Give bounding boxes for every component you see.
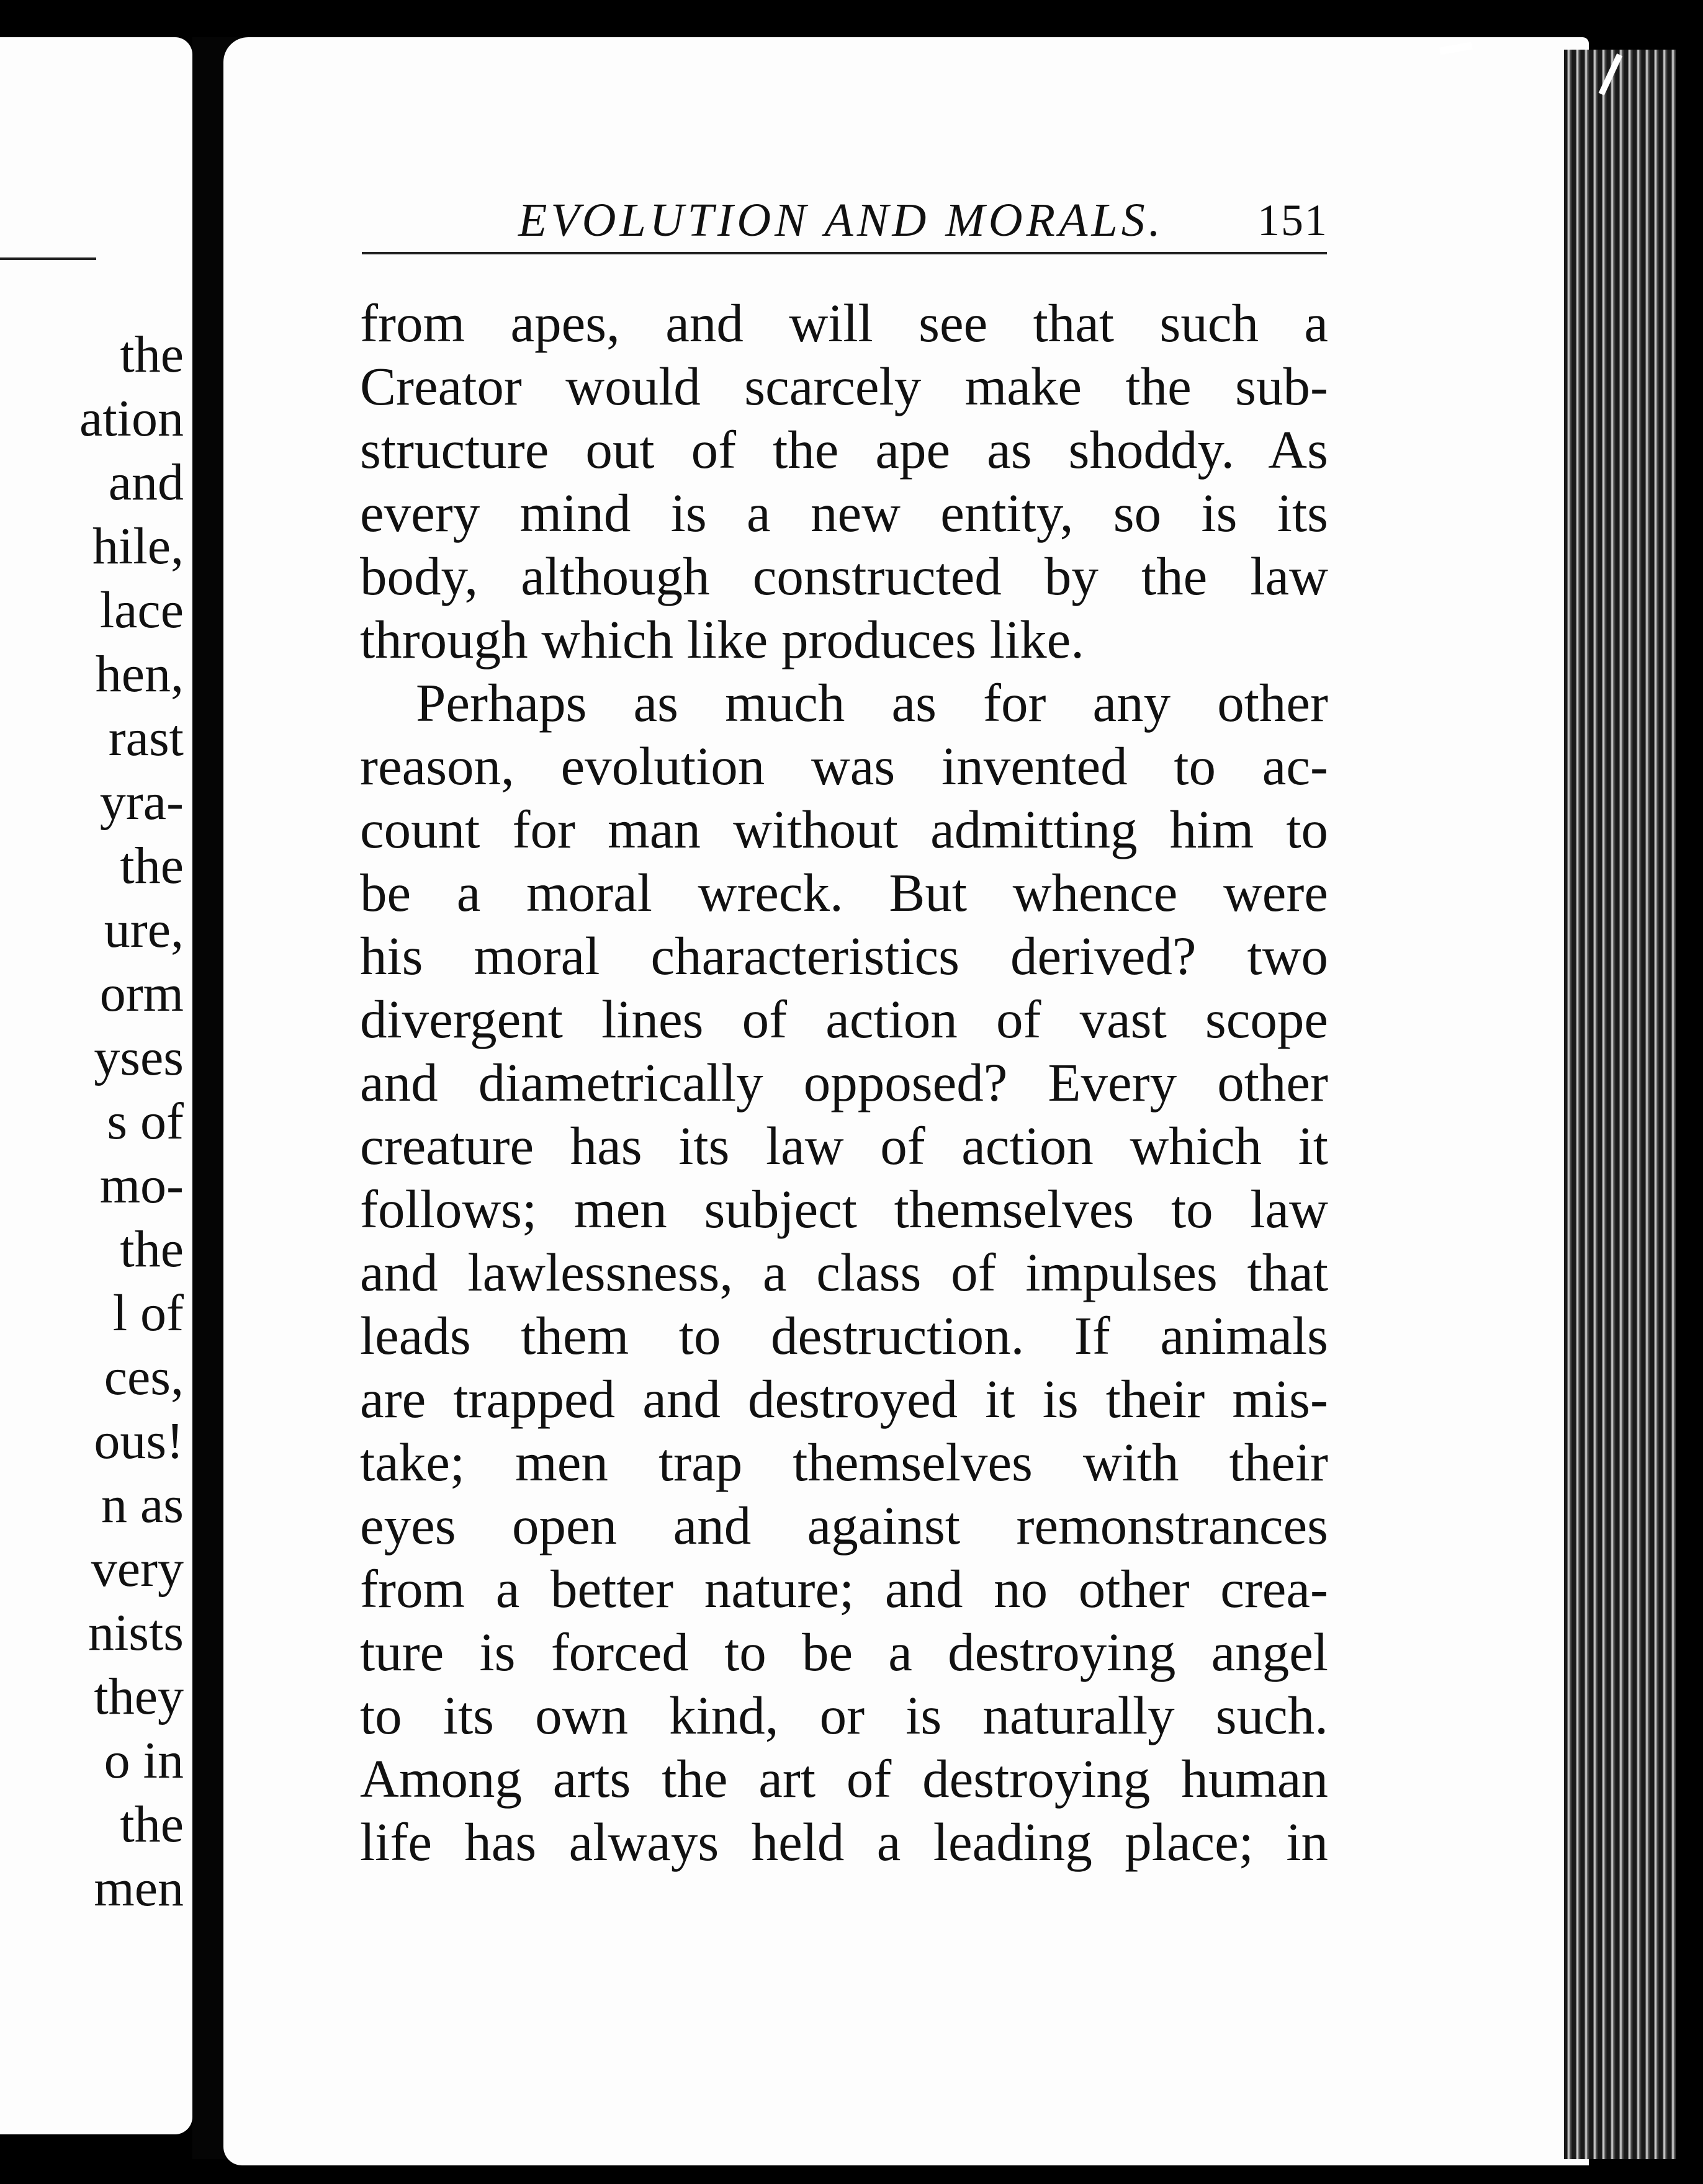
left-line: s of — [107, 1093, 184, 1150]
left-line: the — [120, 326, 184, 383]
left-line: ation — [79, 390, 184, 447]
left-line: yses — [94, 1029, 184, 1086]
text-line: follows; men subject themselves to law — [360, 1179, 1328, 1239]
left-line: and — [108, 454, 184, 511]
text-line: and lawlessness, a class of impulses that — [360, 1242, 1328, 1302]
left-page-text-fragments — [79, 323, 184, 1920]
page-fore-edge — [1564, 50, 1688, 2159]
left-line: hile, — [92, 517, 184, 575]
left-line: men — [94, 1860, 184, 1917]
text-line: Perhaps as much as for any other — [416, 673, 1328, 733]
text-line: his moral characteristics derived? two — [360, 926, 1328, 986]
text-line: reason, evolution was invented to ac- — [360, 736, 1328, 796]
text-line: count for man without admitting him to — [360, 799, 1328, 859]
text-line: every mind is a new entity, so is its — [360, 483, 1328, 543]
left-line: orm — [99, 965, 184, 1023]
left-line: yra- — [99, 773, 184, 831]
text-line: body, although constructed by the law — [360, 546, 1328, 606]
text-line: Creator would scarcely make the sub- — [360, 356, 1328, 416]
text-line: through which like produces like. — [360, 609, 1084, 669]
left-line: the — [120, 837, 184, 895]
text-line: creature has its law of action which it — [360, 1116, 1328, 1176]
text-line: take; men trap themselves with their — [360, 1432, 1328, 1492]
text-line: divergent lines of action of vast scope — [360, 989, 1328, 1049]
left-line: ous! — [94, 1412, 184, 1470]
text-line: are trapped and destroyed it is their mis- — [360, 1369, 1328, 1429]
body-text — [360, 292, 1328, 1874]
page-number: 151 — [1257, 195, 1328, 245]
text-line: to its own kind, or is naturally such. — [360, 1685, 1328, 1745]
running-header — [518, 186, 1328, 254]
text-line: and diametrically opposed? Every other — [360, 1052, 1328, 1112]
text-line: ture is forced to be a destroying angel — [360, 1622, 1328, 1682]
left-line: ces, — [104, 1348, 184, 1406]
left-line: the — [120, 1796, 184, 1853]
left-line: very — [91, 1540, 184, 1598]
text-line: life has always held a leading place; in — [360, 1812, 1328, 1872]
text-line: leads them to destruction. If animals — [360, 1305, 1328, 1366]
left-line: ure, — [104, 901, 184, 959]
left-line: n as — [101, 1476, 184, 1534]
facing-page-left — [0, 37, 192, 2134]
left-line: the — [120, 1220, 184, 1278]
left-line: mo- — [99, 1157, 184, 1214]
left-line: hen, — [95, 645, 184, 703]
text-line: structure out of the ape as shoddy. As — [360, 419, 1328, 480]
left-line: rast — [108, 709, 184, 767]
text-line: be a moral wreck. But whence were — [360, 862, 1328, 923]
left-line: o in — [104, 1732, 184, 1789]
left-line: lace — [99, 581, 184, 639]
left-line: l of — [112, 1284, 184, 1342]
left-line: nists — [88, 1604, 184, 1662]
running-title: EVOLUTION AND MORALS. — [518, 194, 1164, 246]
text-line: from apes, and will see that such a — [360, 293, 1328, 353]
text-line: eyes open and against remonstrances — [360, 1495, 1328, 1555]
text-line: from a better nature; and no other crea- — [360, 1559, 1328, 1619]
header-rule — [362, 252, 1327, 254]
scan-border-right — [1676, 0, 1703, 2184]
left-header-rule — [0, 257, 96, 260]
left-line: they — [94, 1668, 184, 1725]
text-line: Among arts the art of destroying human — [360, 1748, 1328, 1809]
